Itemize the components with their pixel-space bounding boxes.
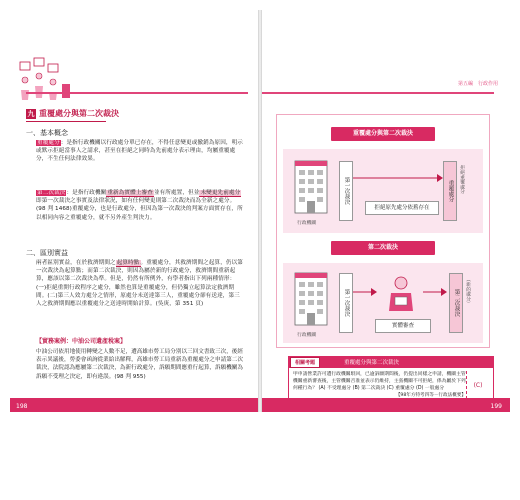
term-second: 第二次裁決	[37, 190, 66, 196]
agency-label: 行政機關	[297, 221, 317, 226]
paragraph-repeat-text: ：是指行政機關以行政處分單已存在，不得任意變更或撤銷為原因，明示或默示拒絕當事人之請求，甚至在拒絕之同時為先前處分表示理由，均屬重覆處分，不生任何法律效果。	[36, 140, 243, 163]
right-page	[262, 10, 510, 412]
quiz-source: 【98年方特考四等－行政法概要】	[395, 393, 466, 398]
page-number-left: 198	[16, 403, 28, 410]
repeat-label: 拒絕重覆處分	[459, 165, 464, 194]
running-header	[458, 80, 498, 87]
left-page	[10, 10, 258, 412]
paragraph-difference	[36, 259, 244, 308]
diagram-title-1: 重覆處分與第二次裁決	[331, 127, 435, 141]
quiz-answer: (C)	[466, 371, 489, 399]
term-repeat: 重覆處分	[37, 140, 60, 146]
quiz-title: 重覆處分與第二次裁決	[344, 360, 400, 366]
paragraph-second-text-c: 即第一次裁決之事實及法律狀況，如有任何變更則第二次裁決而為全新之處分。(98 判 1468)重覆處分，也是行政處分，但因為第一次裁決的判案方面實存在，所以相同內容之重覆處分，就不另外產生判決力。	[36, 198, 243, 221]
repeat-disposition-box: 重覆處分	[443, 161, 457, 221]
figures-illustration-icon	[16, 56, 72, 102]
repeat-note-box: 拒絕原先處分依舊存在	[365, 201, 439, 215]
footer-band	[262, 398, 510, 412]
header-topic: 行政作用	[477, 81, 498, 87]
paragraph-difference-text-a: 兩者區別實益，在於救濟期間之	[36, 260, 116, 266]
diagram-title-2: 第二次裁決	[331, 241, 435, 255]
arrow-right-icon	[353, 287, 377, 297]
paragraph-second-text-b: 並有所處置，但並	[153, 190, 200, 196]
agency-label-2: 行政機關	[297, 333, 317, 338]
page-number-right: 199	[490, 403, 502, 410]
case-text: 中油公司依用地使用轉變之人數不足，遭高雄市勞工局分別以三回文書致三次，後經表示異議後，勞委會函詢從業給出解釋，高雄市勞工局重新為重覆處分之申請第二次裁決，法院認為應屬第二次裁決，為新行政處分，訴願期間應重行起算，訴願機關為訴願不受理之決定，即有違誤。(98 判 955)	[36, 349, 243, 380]
second-decision-box: 第二次裁決	[449, 273, 463, 333]
section-underline	[26, 121, 106, 122]
paragraph-second-text-a: ：是指行政機關	[66, 190, 107, 196]
header-rule	[262, 92, 494, 94]
arrow-right-icon	[353, 173, 443, 183]
quiz-box	[288, 356, 494, 403]
header-chapter: 第五編	[457, 81, 473, 87]
quiz-header	[288, 356, 494, 368]
book-spread	[10, 10, 510, 412]
case-title: 【實務案例：中油公司遺產稅案】	[36, 338, 127, 345]
quiz-question: 甲申請營業許可遭行政機關駁回，已逾訴願期間後，仍提出同樣之申請，機關主管機關重新審查後，主管機關否准並表示仍維持，主張機關不可拒絕，係為屬於下列何種行為？ (A) 不受理處分 (B) 第二次裁決 (C) 重覆處分 (D) 一般處分	[293, 372, 466, 391]
highlight-review: 重新為實體上審查	[107, 190, 153, 196]
paragraph-difference-text-b: 。重覆處分，其救濟期間之起算，仍以第一次裁決為起算點；而第二次裁決，則因為屬於新的行政處分，救濟期間重新起算，應該以第二次裁決為準。但是，仍然有所例外，有學者指出下列兩種情形：(一)拒絕重開行政程序之處分，雖然也算是重覆處分，但仍獨立起算法定救濟期間。(二)第三人效力處分之情形，原處分未送達第三人，重覆處分卻有送達，第三人之救濟期間應以重覆處分之送達時開始計算。(吳庚，第 351 頁)	[36, 260, 243, 308]
review-box: 實體審查	[375, 319, 431, 333]
quiz-tag: 相關考題	[290, 357, 320, 368]
building-icon	[291, 157, 331, 217]
footer-band	[10, 398, 258, 412]
section-heading	[26, 108, 119, 119]
paragraph-second	[36, 189, 244, 222]
section-number: 九	[27, 109, 35, 118]
reviewer-figure-icon	[381, 273, 421, 313]
diagram-panel	[276, 114, 490, 348]
paragraph-repeat	[36, 139, 244, 164]
section-title: 重覆處分與第二次裁決	[39, 109, 119, 118]
highlight-start-point: 起算時點	[116, 260, 140, 266]
heading-cases: 二、區別實益	[26, 249, 68, 257]
arrow-right-icon	[423, 287, 447, 297]
header-rule	[26, 92, 248, 94]
case-box	[36, 336, 244, 381]
highlight-no-change: 未變更先前處分	[200, 190, 241, 196]
building-icon	[291, 269, 331, 329]
heading-basic: 一、基本概念	[26, 129, 68, 137]
first-decision-box: 第一次裁決	[339, 161, 353, 221]
first-decision-box-2: 第一次裁決	[339, 273, 353, 333]
second-note: （新的處分）	[465, 277, 470, 306]
quiz-question-wrap	[293, 371, 466, 399]
